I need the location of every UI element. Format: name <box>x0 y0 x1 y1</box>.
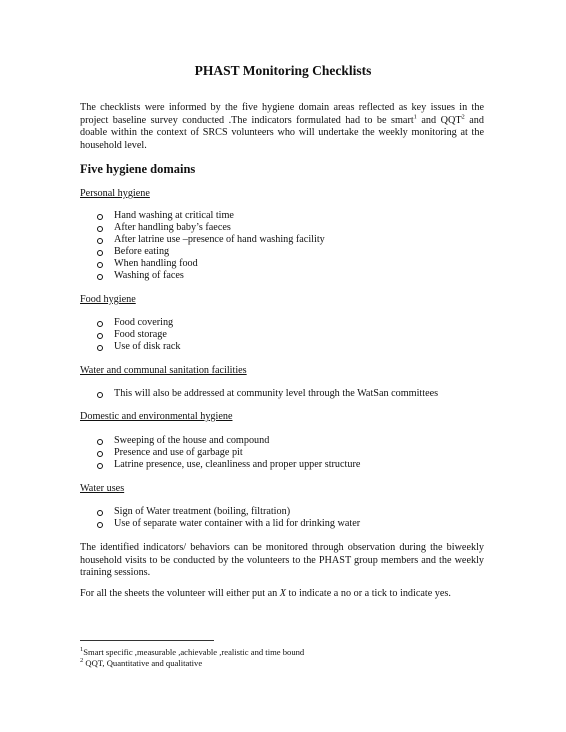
list-item: When handling food <box>97 258 325 270</box>
list-item: Latrine presence, use, cleanliness and proper upper structure <box>97 459 360 471</box>
list-water-uses <box>97 506 360 530</box>
bullet-icon <box>97 333 103 339</box>
list-item: Before eating <box>97 246 325 258</box>
bullet-icon <box>97 510 103 516</box>
bullet-icon <box>97 321 103 327</box>
footnote-2 <box>80 658 202 668</box>
closing-paragraph: The identified indicators/ behaviors can be monitored through observation during the biweekly household visits to be conducted by the volunteers to the PHAST group members and the weekly training sessions. <box>80 542 484 579</box>
intro-paragraph <box>80 102 484 152</box>
section-heading-domestic-hygiene: Domestic and environmental hygiene <box>80 411 233 422</box>
list-personal-hygiene <box>97 210 325 282</box>
intro-text-2: and QQT <box>416 114 462 126</box>
section-heading-water-sanitation: Water and communal sanitation facilities <box>80 365 247 376</box>
list-item: Food covering <box>97 317 180 329</box>
bullet-icon <box>97 238 103 244</box>
bullet-icon <box>97 463 103 469</box>
list-item: After handling baby’s faeces <box>97 222 325 234</box>
bullet-icon <box>97 345 103 351</box>
section-heading-food-hygiene: Food hygiene <box>80 294 136 305</box>
bullet-icon <box>97 250 103 256</box>
list-item: This will also be addressed at community level through the WatSan committees <box>97 388 438 400</box>
list-item: Washing of faces <box>97 270 325 282</box>
footnote-2-text: QQT, Quantitative and qualitative <box>83 658 203 668</box>
bullet-icon <box>97 522 103 528</box>
instruction-paragraph: For all the sheets the volunteer will either put an X to indicate a no or a tick to indicate yes. <box>80 588 451 599</box>
intro-text-3: and doable within the context of SRCS volunteers who will undertake the weekly monitoring at the household level. <box>80 114 484 151</box>
bullet-icon <box>97 226 103 232</box>
section-heading-water-uses: Water uses <box>80 483 125 494</box>
footnote-2-mark: 2 <box>80 657 84 665</box>
list-food-hygiene <box>97 317 180 353</box>
footnote-ref-2[interactable]: 2 <box>461 113 465 121</box>
list-item: After latrine use –presence of hand washing facility <box>97 234 325 246</box>
footnote-1 <box>80 647 304 657</box>
intro-text-1: The checklists were informed by the five hygiene domain areas reflected as key issues in the project baseline survey conducted .The indicators formulated had to be smart <box>80 102 484 126</box>
footnote-ref-1[interactable]: 1 <box>413 113 417 121</box>
page-title: PHAST Monitoring Checklists <box>194 63 372 78</box>
bullet-icon <box>97 439 103 445</box>
list-item: Food storage <box>97 329 180 341</box>
list-item: Use of separate water container with a lid for drinking water <box>97 518 360 530</box>
section-heading-personal-hygiene: Personal hygiene <box>80 188 150 199</box>
footnote-divider <box>80 640 214 641</box>
list-item: Presence and use of garbage pit <box>97 447 360 459</box>
list-item: Sweeping of the house and compound <box>97 435 360 447</box>
list-water-sanitation <box>97 388 438 400</box>
bullet-icon <box>97 274 103 280</box>
list-domestic-hygiene <box>97 435 360 471</box>
list-item: Sign of Water treatment (boiling, filtration) <box>97 506 360 518</box>
footnote-1-text: Smart specific ,measurable ,achievable ,realistic and time bound <box>83 647 305 657</box>
bullet-icon <box>97 262 103 268</box>
domains-heading: Five hygiene domains <box>80 162 196 176</box>
footnote-1-mark: 1 <box>80 646 84 654</box>
bullet-icon <box>97 214 103 220</box>
x-mark: X <box>279 588 286 599</box>
bullet-icon <box>97 392 103 398</box>
list-item: Use of disk rack <box>97 341 180 353</box>
bullet-icon <box>97 451 103 457</box>
list-item: Hand washing at critical time <box>97 210 325 222</box>
